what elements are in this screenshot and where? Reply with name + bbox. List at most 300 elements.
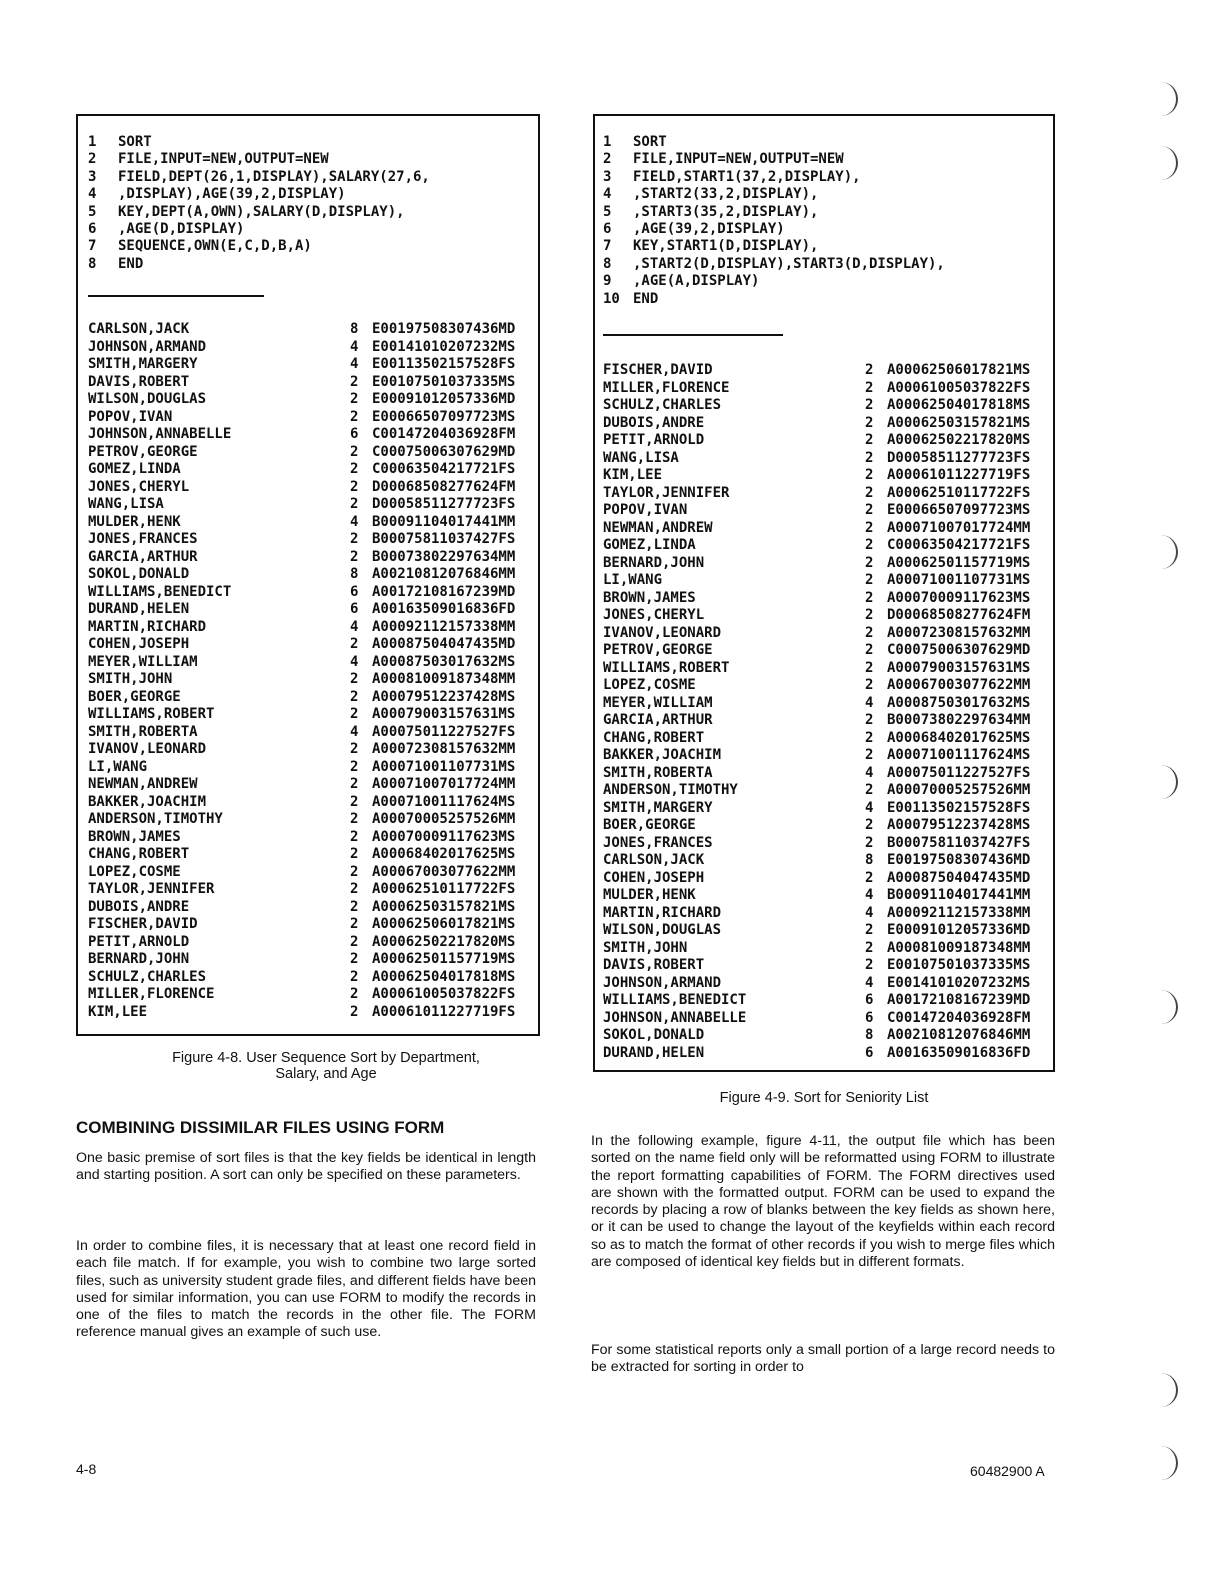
record-row: [88, 1004, 515, 1022]
record-row: [603, 502, 1030, 520]
record-data: A00068402017625MS: [887, 729, 1031, 746]
record-row: [88, 496, 515, 514]
code-text: FILE,INPUT=NEW,OUTPUT=NEW: [118, 151, 329, 168]
record-data: A00079512237428MS: [887, 817, 1031, 833]
record-dept: 4: [350, 723, 359, 740]
record-name: GARCIA,ARTHUR: [603, 712, 713, 728]
record-name: PETROV,GEORGE: [88, 443, 198, 460]
record-dept: 2: [865, 519, 874, 536]
record-dept: 4: [865, 974, 874, 991]
record-name: LI,WANG: [603, 572, 663, 588]
record-row: [88, 374, 515, 392]
record-data: B00073802297634MM: [372, 548, 516, 565]
record-name: LOPEZ,COSME: [603, 677, 696, 693]
record-data: A00071007017724MM: [372, 776, 516, 792]
record-name: TAYLOR,JENNIFER: [88, 881, 215, 897]
record-data: E00141010207232MS: [887, 974, 1031, 991]
record-name: DAVIS,ROBERT: [603, 957, 705, 973]
record-data: E00113502157528FS: [887, 799, 1031, 816]
record-data: A00070009117623MS: [372, 828, 516, 845]
record-name: WILLIAMS,ROBERT: [603, 659, 730, 676]
line-number: 1: [603, 134, 612, 150]
code-text: SEQUENCE,OWN(E,C,D,B,A): [118, 238, 312, 255]
record-dept: 2: [865, 729, 874, 746]
record-row: [88, 811, 515, 829]
record-dept: 2: [865, 624, 874, 641]
record-dept: 4: [865, 799, 874, 816]
page-number: 4-8: [76, 1461, 97, 1477]
record-data: E00113502157528FS: [372, 356, 516, 372]
right-divider: [603, 334, 783, 336]
record-dept: 2: [350, 741, 359, 757]
record-row: [88, 986, 515, 1004]
record-dept: 2: [350, 793, 359, 810]
record-name: MEYER,WILLIAM: [603, 694, 713, 711]
record-name: GOMEZ,LINDA: [88, 461, 181, 477]
record-row: [88, 479, 515, 497]
record-dept: 2: [350, 391, 359, 407]
left-code-listing: [88, 134, 430, 273]
record-data: A00072308157632MM: [372, 741, 516, 757]
record-row: [88, 881, 515, 899]
line-number: 10: [603, 290, 620, 307]
code-line: [603, 256, 945, 273]
record-data: A00062510117722FS: [887, 484, 1031, 501]
record-data: A00172108167239MD: [372, 583, 516, 600]
record-dept: 8: [350, 566, 359, 582]
record-name: SMITH,MARGERY: [603, 799, 713, 816]
record-dept: 2: [865, 484, 874, 501]
record-data: A00079003157631MS: [887, 659, 1031, 676]
code-text: FILE,INPUT=NEW,OUTPUT=NEW: [633, 151, 844, 168]
record-name: POPOV,IVAN: [88, 408, 173, 425]
record-row: [88, 724, 515, 742]
paragraph-premise: One basic premise of sort files is that the key fields be identical in length and starting position. A sort can only be specified on these parameters.: [76, 1150, 536, 1184]
record-data: A00071007017724MM: [887, 519, 1031, 536]
record-row: [603, 712, 1030, 730]
record-row: [603, 677, 1030, 695]
record-name: JOHNSON,ARMAND: [603, 974, 722, 991]
record-data: A00163509016836FD: [372, 601, 516, 617]
record-data: A00070005257526MM: [372, 811, 516, 827]
record-name: DUBOIS,ANDRE: [88, 898, 190, 915]
record-dept: 2: [350, 863, 359, 880]
record-name: FISCHER,DAVID: [88, 916, 198, 932]
code-line: [88, 221, 430, 238]
record-row: [603, 432, 1030, 450]
record-dept: 4: [865, 764, 874, 781]
record-row: [88, 426, 515, 444]
record-data: D00068508277624FM: [372, 478, 516, 495]
record-dept: 2: [350, 1003, 359, 1020]
record-data: E00107501037335MS: [372, 373, 516, 390]
record-name: CHANG,ROBERT: [88, 846, 190, 862]
record-dept: 6: [350, 601, 359, 617]
record-name: SMITH,JOHN: [88, 671, 173, 687]
record-name: BERNARD,JOHN: [603, 554, 705, 571]
record-row: [603, 765, 1030, 783]
record-name: WILLIAMS,BENEDICT: [603, 992, 747, 1008]
record-data: A00087503017632MS: [887, 694, 1031, 711]
record-data: A00070005257526MM: [887, 782, 1031, 798]
record-data: E00066507097723MS: [372, 408, 516, 425]
figure-4-8-caption: Figure 4-8. User Sequence Sort by Department, Salary, and Age: [172, 1050, 480, 1082]
record-row: [88, 514, 515, 532]
record-name: CARLSON,JACK: [88, 321, 190, 337]
record-dept: 2: [350, 636, 359, 652]
record-name: BAKKER,JOACHIM: [603, 747, 722, 763]
code-text: ,AGE(A,DISPLAY): [633, 273, 760, 290]
record-row: [88, 899, 515, 917]
line-number: 3: [603, 168, 612, 185]
record-row: [88, 776, 515, 794]
section-heading: COMBINING DISSIMILAR FILES USING FORM: [76, 1118, 445, 1137]
record-dept: 2: [350, 968, 359, 985]
record-data: A00062501157719MS: [372, 951, 516, 967]
code-text: KEY,DEPT(A,OWN),SALARY(D,DISPLAY),: [118, 203, 405, 220]
record-dept: 2: [865, 642, 874, 658]
record-data: A00061011227719FS: [887, 467, 1031, 483]
record-name: MULDER,HENK: [603, 887, 696, 903]
record-row: [88, 741, 515, 759]
record-row: [88, 794, 515, 812]
record-name: PETIT,ARNOLD: [603, 432, 705, 448]
code-text: END: [633, 290, 659, 307]
record-row: [603, 397, 1030, 415]
code-line: [88, 151, 430, 168]
record-data: A00061005037822FS: [887, 379, 1031, 396]
record-data: A00062504017818MS: [887, 397, 1031, 413]
record-row: [603, 992, 1030, 1010]
code-line: [603, 204, 945, 221]
record-dept: 2: [350, 846, 359, 862]
record-name: NEWMAN,ANDREW: [88, 776, 198, 792]
code-line: [603, 291, 945, 308]
record-name: DAVIS,ROBERT: [88, 373, 190, 390]
record-dept: 2: [865, 607, 874, 623]
record-name: BROWN,JAMES: [88, 828, 181, 845]
record-dept: 2: [350, 671, 359, 687]
record-row: [88, 321, 515, 339]
record-row: [88, 584, 515, 602]
record-dept: 6: [865, 992, 874, 1008]
record-name: ANDERSON,TIMOTHY: [88, 811, 223, 827]
record-row: [88, 951, 515, 969]
record-dept: 2: [350, 443, 359, 460]
record-name: BOER,GEORGE: [603, 817, 696, 833]
figure-4-9-caption: Figure 4-9. Sort for Seniority List: [719, 1090, 929, 1106]
record-data: A00062503157821MS: [372, 898, 516, 915]
record-data: A00070009117623MS: [887, 589, 1031, 606]
record-data: C00075006307629MD: [372, 443, 516, 460]
record-dept: 2: [865, 379, 874, 396]
record-row: [88, 339, 515, 357]
record-data: D00058511277723FS: [887, 449, 1031, 466]
record-data: A00079003157631MS: [372, 706, 516, 722]
code-text: FIELD,START1(37,2,DISPLAY),: [633, 168, 861, 185]
record-data: A00072308157632MM: [887, 624, 1031, 641]
record-name: LOPEZ,COSME: [88, 863, 181, 880]
record-dept: 2: [350, 898, 359, 915]
record-row: [88, 549, 515, 567]
record-dept: 4: [350, 513, 359, 530]
record-dept: 2: [350, 881, 359, 897]
line-number: 5: [603, 203, 612, 220]
record-row: [603, 730, 1030, 748]
record-data: A00071001117624MS: [887, 747, 1031, 763]
code-line: [88, 134, 430, 151]
record-dept: 2: [865, 589, 874, 606]
record-dept: 2: [350, 408, 359, 425]
record-row: [603, 642, 1030, 660]
record-data: C00147204036928FM: [372, 426, 516, 442]
record-row: [603, 572, 1030, 590]
paragraph-following-example: In the following example, figure 4-11, the output file which has been sorted on the name field only will be reformatted using FORM to illustrate the report formatting capabilities of FORM. The FORM directives used are shown with the formatted output. FORM can be used to expand the records by placing a row of blanks between the key fields as shown here, or it can be used to change the layout of the keyfields within each record so as to match the format of other records if you wish to merge files which are composed of identical key fields but in different formats.: [591, 1133, 1055, 1271]
record-dept: 2: [350, 461, 359, 477]
record-row: [603, 467, 1030, 485]
record-dept: 2: [865, 712, 874, 728]
record-name: WILSON,DOUGLAS: [88, 391, 207, 407]
record-dept: 6: [865, 1009, 874, 1026]
record-data: C00147204036928FM: [887, 1009, 1031, 1026]
record-dept: 2: [350, 688, 359, 705]
record-data: A00071001107731MS: [887, 572, 1031, 588]
record-data: A00092112157338MM: [372, 618, 516, 635]
record-data: A00210812076846MM: [887, 1027, 1031, 1043]
record-name: TAYLOR,JENNIFER: [603, 484, 730, 501]
record-name: SMITH,ROBERTA: [603, 764, 713, 781]
record-data: A00071001117624MS: [372, 793, 516, 810]
record-data: A00075011227527FS: [372, 723, 516, 740]
record-data: A00081009187348MM: [372, 671, 516, 687]
record-data: B00091104017441MM: [887, 887, 1031, 903]
record-data: B00075811037427FS: [372, 531, 516, 547]
record-row: [603, 922, 1030, 940]
binder-mark: [1152, 990, 1178, 1024]
record-data: E00141010207232MS: [372, 338, 516, 355]
record-name: SOKOL,DONALD: [88, 566, 190, 582]
line-number: 2: [603, 151, 612, 168]
record-data: A00061011227719FS: [372, 1003, 516, 1020]
code-line: [88, 204, 430, 221]
code-line: [603, 186, 945, 203]
record-name: JONES,CHERYL: [88, 478, 190, 495]
record-data: A00087504047435MD: [887, 869, 1031, 886]
record-data: A00062504017818MS: [372, 968, 516, 985]
record-row: [603, 607, 1030, 625]
record-row: [88, 619, 515, 637]
line-number: 8: [88, 255, 97, 272]
record-row: [88, 829, 515, 847]
line-number: 7: [603, 238, 612, 255]
record-data: E00107501037335MS: [887, 957, 1031, 973]
record-data: E00091012057336MD: [372, 391, 516, 407]
record-row: [603, 940, 1030, 958]
record-row: [603, 537, 1030, 555]
record-data: E00066507097723MS: [887, 502, 1031, 518]
record-name: KIM,LEE: [603, 467, 663, 483]
record-dept: 2: [865, 834, 874, 851]
record-data: A00062506017821MS: [887, 362, 1031, 378]
record-data: C00063504217721FS: [887, 537, 1031, 553]
record-row: [88, 689, 515, 707]
record-row: [88, 759, 515, 777]
record-dept: 2: [865, 922, 874, 938]
line-number: 6: [88, 221, 97, 238]
paragraph-statistical-reports: For some statistical reports only a small portion of a large record needs to be extracted for sorting in order to: [591, 1342, 1055, 1376]
record-row: [88, 654, 515, 672]
record-dept: 2: [865, 414, 874, 431]
record-dept: 2: [350, 986, 359, 1002]
record-data: A00071001107731MS: [372, 758, 516, 775]
line-number: 4: [603, 186, 612, 203]
line-number: 8: [603, 255, 612, 272]
record-row: [88, 969, 515, 987]
record-dept: 2: [865, 939, 874, 956]
record-dept: 2: [865, 502, 874, 518]
record-data: A00062506017821MS: [372, 916, 516, 932]
record-name: SMITH,ROBERTA: [88, 723, 198, 740]
record-name: BERNARD,JOHN: [88, 951, 190, 967]
record-row: [603, 625, 1030, 643]
record-name: COHEN,JOSEPH: [88, 636, 190, 652]
code-text: ,START2(D,DISPLAY),START3(D,DISPLAY),: [633, 255, 945, 272]
record-name: SCHULZ,CHARLES: [603, 397, 722, 413]
record-dept: 2: [350, 758, 359, 775]
record-row: [603, 870, 1030, 888]
record-row: [603, 555, 1030, 573]
record-dept: 2: [865, 554, 874, 571]
record-dept: 2: [350, 916, 359, 932]
record-name: PETROV,GEORGE: [603, 642, 713, 658]
record-name: GOMEZ,LINDA: [603, 537, 696, 553]
record-name: MILLER,FLORENCE: [88, 986, 215, 1002]
record-name: MULDER,HENK: [88, 513, 181, 530]
code-text: FIELD,DEPT(26,1,DISPLAY),SALARY(27,6,: [118, 168, 430, 185]
record-dept: 2: [350, 531, 359, 547]
record-dept: 2: [865, 817, 874, 833]
paragraph-combine-files: In order to combine files, it is necessary that at least one record field in each file match. If for example, you wish to combine two large sorted files, such as university student grade files, and different fields have been used for similar information, you can use FORM to modify the records in one of the files to match the records in the other file. The FORM reference manual gives an example of such use.: [76, 1238, 536, 1341]
code-line: [603, 221, 945, 238]
code-line: [603, 151, 945, 168]
record-row: [603, 660, 1030, 678]
record-dept: 2: [865, 957, 874, 973]
record-name: WILLIAMS,ROBERT: [88, 706, 215, 722]
record-data: E00091012057336MD: [887, 922, 1031, 938]
record-name: BROWN,JAMES: [603, 589, 696, 606]
code-line: [88, 256, 430, 273]
record-name: DURAND,HELEN: [603, 1044, 705, 1061]
record-name: SOKOL,DONALD: [603, 1027, 705, 1043]
record-name: WILSON,DOUGLAS: [603, 922, 722, 938]
record-name: SMITH,JOHN: [603, 939, 688, 956]
record-row: [603, 817, 1030, 835]
record-dept: 2: [865, 362, 874, 378]
record-data: A00079512237428MS: [372, 688, 516, 705]
record-row: [603, 975, 1030, 993]
record-dept: 2: [350, 478, 359, 495]
line-number: 3: [88, 168, 97, 185]
record-data: A00087504047435MD: [372, 636, 516, 652]
record-data: A00068402017625MS: [372, 846, 516, 862]
record-row: [88, 916, 515, 934]
record-dept: 2: [350, 776, 359, 792]
record-row: [603, 415, 1030, 433]
binder-mark: [1152, 146, 1178, 180]
record-dept: 6: [350, 426, 359, 442]
record-row: [603, 747, 1030, 765]
record-dept: 4: [865, 887, 874, 903]
code-line: [603, 169, 945, 186]
record-row: [88, 531, 515, 549]
record-data: A00067003077622MM: [887, 677, 1031, 693]
record-dept: 2: [865, 677, 874, 693]
code-text: SORT: [633, 134, 667, 150]
record-row: [603, 520, 1030, 538]
record-name: MARTIN,RICHARD: [603, 904, 722, 921]
record-row: [603, 905, 1030, 923]
record-name: BOER,GEORGE: [88, 688, 181, 705]
record-dept: 2: [350, 933, 359, 950]
record-dept: 4: [865, 694, 874, 711]
record-row: [88, 566, 515, 584]
right-code-listing: [603, 134, 945, 308]
record-row: [603, 1045, 1030, 1063]
record-data: A00062503157821MS: [887, 414, 1031, 431]
record-dept: 4: [350, 653, 359, 670]
record-data: B00091104017441MM: [372, 513, 516, 530]
record-dept: 2: [865, 869, 874, 886]
record-dept: 2: [865, 449, 874, 466]
record-dept: 2: [865, 572, 874, 588]
record-name: IVANOV,LEONARD: [88, 741, 207, 757]
record-row: [603, 852, 1030, 870]
record-name: JONES,FRANCES: [603, 834, 713, 851]
line-number: 6: [603, 221, 612, 238]
record-name: DURAND,HELEN: [88, 601, 190, 617]
record-row: [88, 934, 515, 952]
record-dept: 2: [350, 828, 359, 845]
record-name: WANG,LISA: [603, 449, 679, 466]
binder-mark: [1152, 765, 1178, 799]
record-dept: 2: [350, 951, 359, 967]
record-dept: 4: [350, 356, 359, 372]
code-line: [88, 238, 430, 255]
record-dept: 4: [865, 904, 874, 921]
record-dept: 2: [865, 537, 874, 553]
record-data: C00063504217721FS: [372, 461, 516, 477]
record-name: JOHNSON,ARMAND: [88, 338, 207, 355]
record-row: [88, 409, 515, 427]
figure-4-8-box: [76, 114, 540, 1036]
record-name: JONES,CHERYL: [603, 607, 705, 623]
record-row: [603, 695, 1030, 713]
record-name: DUBOIS,ANDRE: [603, 414, 705, 431]
record-data: A00172108167239MD: [887, 992, 1031, 1008]
record-dept: 2: [350, 373, 359, 390]
record-dept: 4: [350, 338, 359, 355]
record-name: MARTIN,RICHARD: [88, 618, 207, 635]
record-name: NEWMAN,ANDREW: [603, 519, 713, 536]
record-name: BAKKER,JOACHIM: [88, 793, 207, 810]
line-number: 7: [88, 238, 97, 255]
record-dept: 8: [865, 852, 874, 868]
code-text: SORT: [118, 134, 152, 150]
line-number: 2: [88, 151, 97, 168]
figure-4-9-box: [593, 114, 1055, 1072]
record-dept: 2: [865, 782, 874, 798]
record-row: [603, 1027, 1030, 1045]
